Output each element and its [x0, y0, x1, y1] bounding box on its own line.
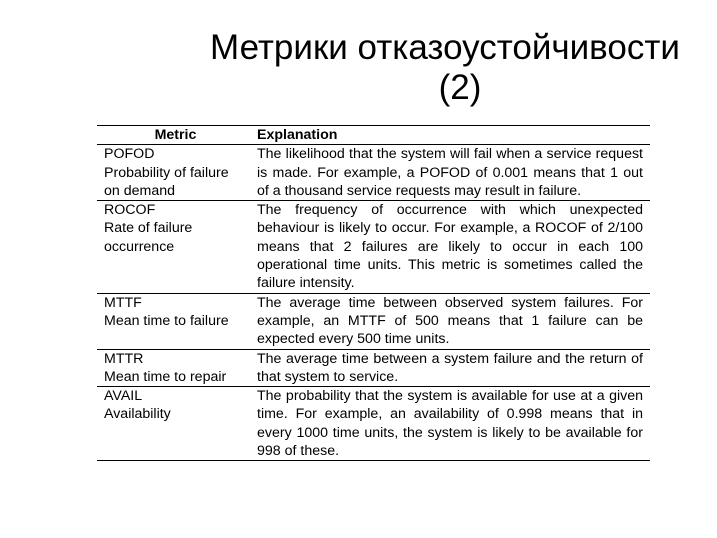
table-row-mttf: [97, 293, 650, 349]
table-row-mttr: [97, 349, 650, 387]
explanation-cell: The average time between observed system failures. For example, an MTTF of 500 means that 1 failure can be expected every 500 time units.: [257, 294, 643, 348]
metric-abbrev: MTTR: [104, 350, 144, 367]
title-line-2: (2): [438, 68, 482, 107]
metric-cell: [97, 201, 247, 292]
metric-cell: [97, 387, 247, 460]
table-header-row: [97, 126, 650, 144]
header-explanation: Explanation: [257, 127, 338, 143]
metric-name-line: Rate of failure: [104, 220, 193, 237]
metric-abbrev: ROCOF: [104, 202, 156, 219]
metric-cell: [97, 294, 247, 349]
table-row-rocof: [97, 200, 650, 292]
metric-name-line: on demand: [104, 182, 175, 199]
slide-title: [160, 28, 717, 108]
table-row-pofod: [97, 144, 650, 200]
metric-cell: [97, 145, 247, 200]
metric-name-line: occurrence: [104, 238, 175, 255]
explanation-cell: The probability that the system is available for use at a given time. For example, an availability of 0.998 means that in every 1000 time units, the system is likely to be available for 998 of these.: [257, 388, 643, 460]
metric-abbrev: POFOD: [104, 146, 155, 163]
explanation-cell: The likelihood that the system will fail when a service request is made. For example, a POFOD of 0.001 means that 1 out of a thousand service requests may result in failure.: [257, 146, 643, 199]
metric-cell: [97, 350, 247, 387]
header-metric: Metric: [154, 127, 197, 143]
explanation-cell: The average time between a system failure and the return of that system to service.: [257, 350, 643, 385]
metric-abbrev: MTTF: [104, 294, 142, 311]
metrics-table: [97, 125, 650, 461]
title-line-1: Метрики отказоустойчивости: [210, 28, 680, 67]
metric-name-line: Mean time to repair: [104, 368, 227, 385]
explanation-cell: The frequency of occurrence with which unexpected behaviour is likely to occur. For example, a ROCOF of 2/100 means that 2 failures are likely to occur in each 100 operational time units. This metric is sometimes called the failure intensity.: [257, 202, 643, 292]
metric-abbrev: AVAIL: [104, 388, 143, 405]
metric-name-line: Mean time to failure: [104, 312, 229, 329]
metric-name-line: Availability: [104, 406, 171, 423]
table-row-avail: [97, 386, 650, 460]
metric-name-line: Probability of failure: [104, 164, 229, 181]
